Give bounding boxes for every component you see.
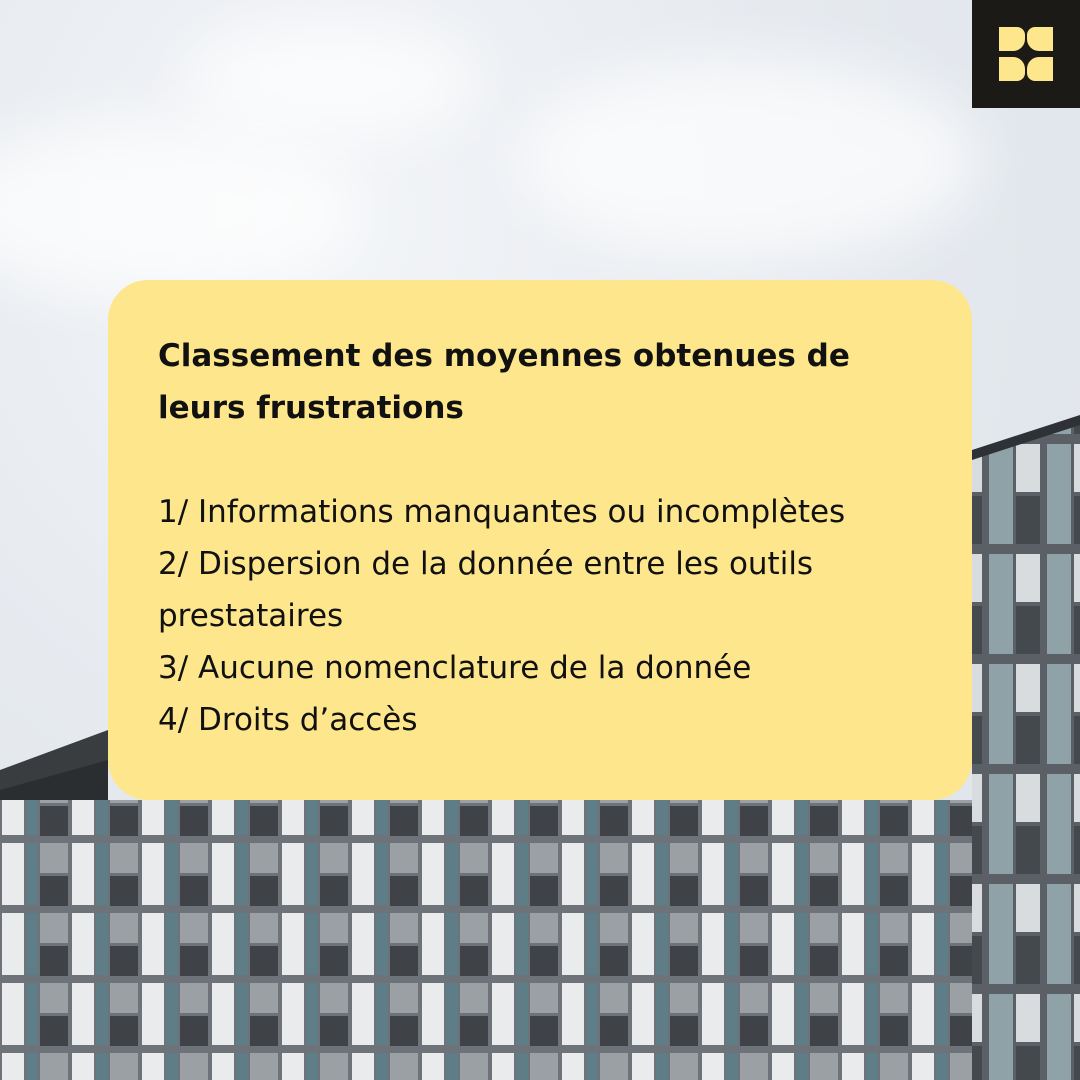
brand-logo	[972, 0, 1080, 108]
list-item: 3/ Aucune nomenclature de la donnée	[158, 650, 752, 686]
list-item: 1/ Informations manquantes ou incomplètes	[158, 494, 846, 530]
card-title: Classement des moyennes obtenues de leurs frustrations	[158, 338, 850, 426]
list-item: 4/ Droits d’accès	[158, 702, 418, 738]
list-item: 2/ Dispersion de la donnée entre les outils prestataires	[158, 546, 814, 634]
four-petal-flower-logo-icon	[997, 25, 1055, 83]
info-card	[108, 280, 972, 800]
frustrations-list	[158, 486, 922, 746]
